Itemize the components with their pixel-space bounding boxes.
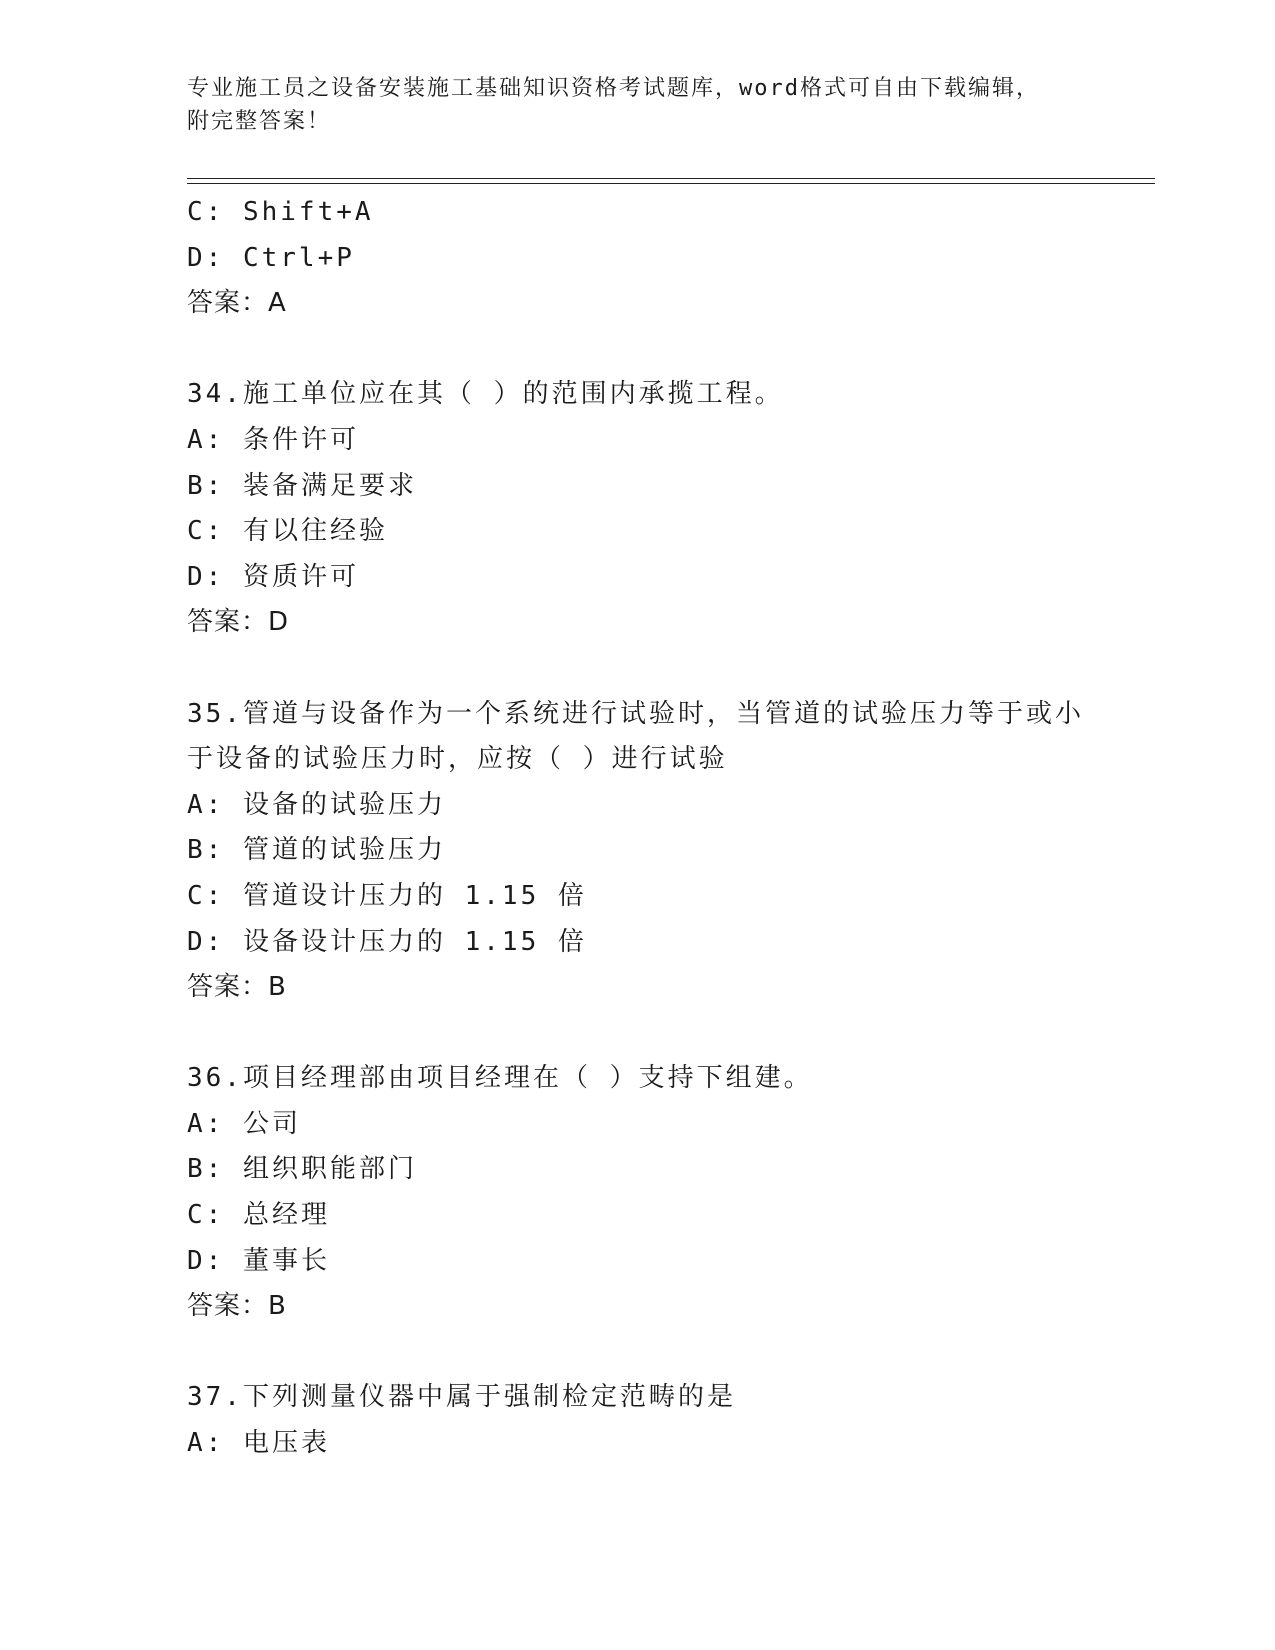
option-a: A: 公司	[187, 1108, 301, 1139]
spacer	[187, 1011, 1147, 1057]
question-carryover	[187, 190, 1147, 327]
document-header	[187, 72, 1087, 138]
option-d: D: 资质许可	[187, 561, 359, 592]
option-b: B: 装备满足要求	[187, 470, 417, 501]
question-stem: 34.施工单位应在其（ ）的范围内承揽工程。	[187, 379, 784, 410]
header-title-line-2: 附完整答案！	[187, 109, 332, 134]
header-title-line-1: 专业施工员之设备安装施工基础知识资格考试题库，word格式可自由下载编辑，	[187, 76, 1040, 101]
option-d: D: 董事长	[187, 1245, 330, 1276]
question-35	[187, 692, 1147, 1011]
option-c: C: 管道设计压力的 1.15 倍	[187, 880, 587, 911]
option-d: D: Ctrl+P	[187, 242, 355, 273]
spacer	[187, 1330, 1147, 1376]
answer-line: 答案：B	[187, 1291, 287, 1322]
answer-line: 答案：B	[187, 972, 287, 1003]
question-37	[187, 1375, 1147, 1466]
option-c: C: 总经理	[187, 1200, 330, 1231]
header-divider-top	[187, 178, 1155, 179]
option-b: B: 管道的试验压力	[187, 835, 446, 866]
question-stem: 35.管道与设备作为一个系统进行试验时，当管道的试验压力等于或小	[187, 698, 1084, 729]
option-d: D: 设备设计压力的 1.15 倍	[187, 926, 587, 957]
question-list	[187, 190, 1147, 1467]
spacer	[187, 327, 1147, 373]
option-a: A: 条件许可	[187, 424, 359, 455]
question-stem-continued: 于设备的试验压力时，应按（ ）进行试验	[187, 744, 728, 775]
option-a: A: 设备的试验压力	[187, 789, 446, 820]
spacer	[187, 646, 1147, 692]
header-divider-bottom	[187, 183, 1155, 184]
option-a: A: 电压表	[187, 1428, 330, 1459]
question-36	[187, 1056, 1147, 1330]
option-c: C: 有以往经验	[187, 516, 388, 547]
option-b: B: 组织职能部门	[187, 1154, 417, 1185]
question-34	[187, 372, 1147, 646]
option-c: C: Shift+A	[187, 197, 374, 227]
question-stem: 36.项目经理部由项目经理在（ ）支持下组建。	[187, 1063, 813, 1094]
answer-line: 答案：D	[187, 607, 290, 638]
question-stem: 37.下列测量仪器中属于强制检定范畴的是	[187, 1382, 736, 1413]
answer-line: 答案：A	[187, 288, 287, 319]
